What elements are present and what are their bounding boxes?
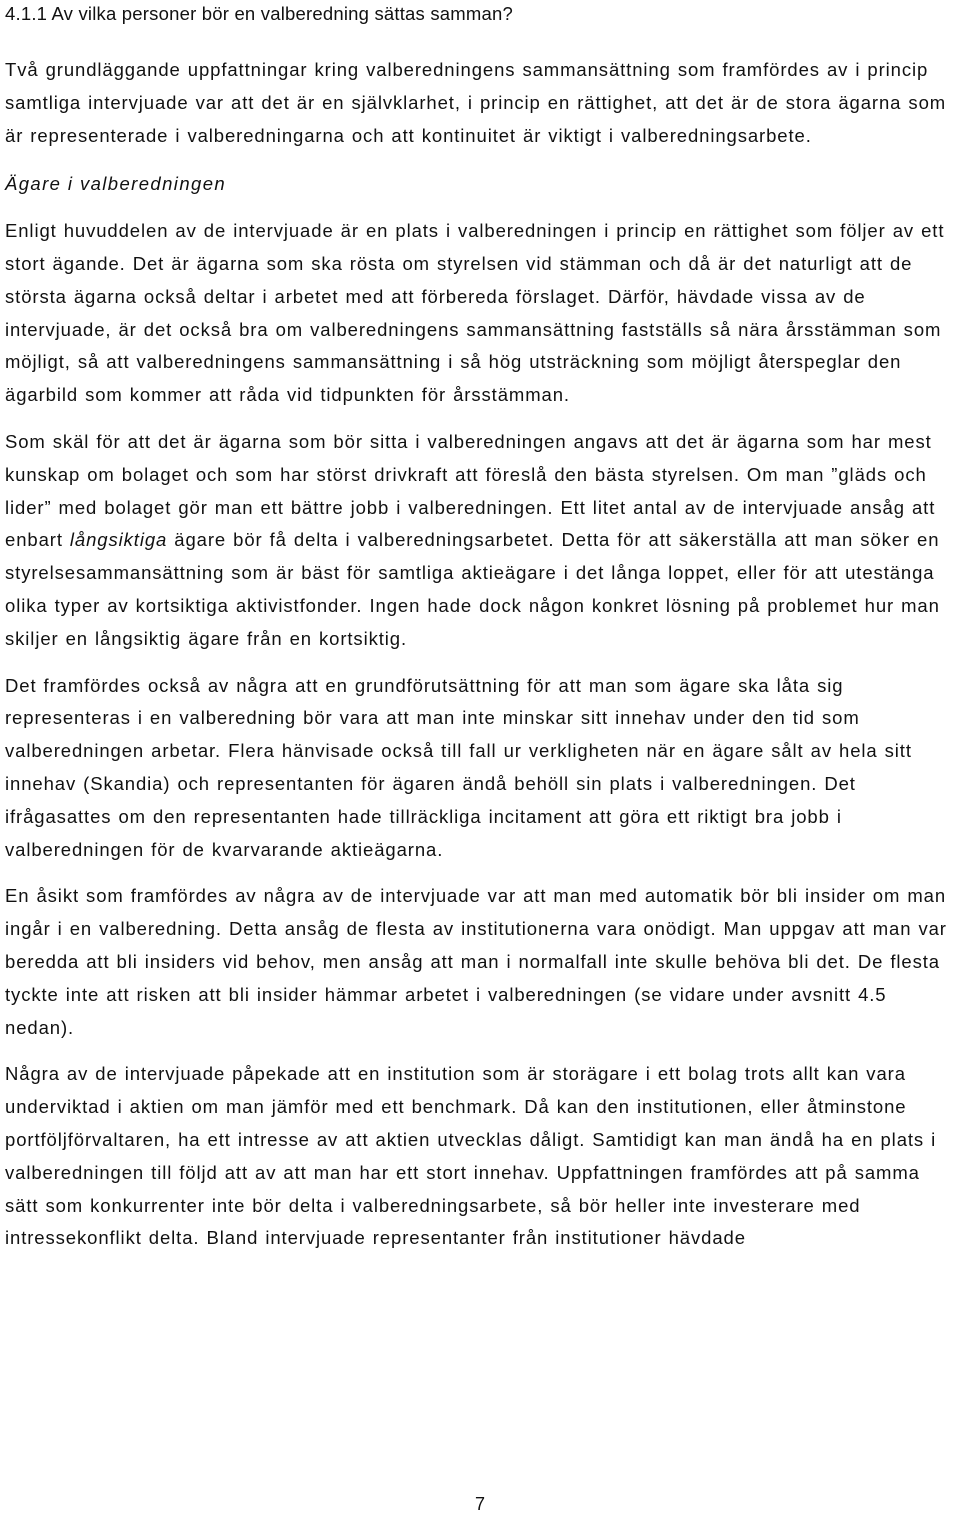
paragraph-conflict-of-interest: Några av de intervjuade påpekade att en institution som är storägare i ett bolag trots allt kan vara underviktad i aktien om man jämför med ett benchmark. Då kan den institutionen, eller åtminstone portföljförvaltaren, ha ett intresse av att aktien utvecklas dåligt. Samtidigt kan man ändå ha en plats i valberedningen till följd att av att man har ett stort innehav. Uppfattningen framfördes att på samma sätt som konkurrenter inte bör delta i valberedningsarbete, så bör heller inte investerare med intressekonflikt delta. Bland intervjuade representanter från institutioner hävdade: [5, 1063, 937, 1249]
paragraph-owner-reasons-part1: Som skäl för att det är ägarna som bör sitta i valberedningen angavs att det är ägarna som har mest kunskap om bolaget och som har störst drivkraft att föreslå den bästa styrelsen. Om man ”gläds och lider” med bolaget gör man ett bättre jobb i valberedningen. Ett litet antal av de intervjuade ansåg att enbart: [5, 430, 936, 551]
emphasis-long-term: långsiktiga: [69, 529, 168, 551]
page-number: 7: [474, 1494, 485, 1514]
paragraph-ownership-right: Enligt huvuddelen av de intervjuade är en plats i valberedningen i princip en rättighet som följer av ett stort ägande. Det är ägarna som ska rösta om styrelsen vid stämman och då är det naturligt att de största ägarna också deltar i arbetet med att förbereda förslaget. Därför, hävdade vissa av de intervjuade, är det också bra om valberedningens sammansättning fastställs så nära årsstämman som möjligt, så att valberedningens sammansättning i så hög utsträckning som möjligt återspeglar den ägarbild som kommer att råda vid tidpunkten för årsstämman.: [5, 220, 945, 406]
paragraph-owner-reasons-part2: ägare bör få delta i valberedningsarbetet. Detta för att säkerställa att man söker en styrelsesammansättning som är bäst för samtliga aktieägare i det långa loppet, eller för att utestänga olika typer av kortsiktiga aktivistfonder. Ingen hade dock någon konkret lösning på problemet hur man skiljer en långsiktig ägare från en kortsiktig.: [5, 529, 940, 649]
paragraph-holding-requirement: Det framfördes också av några att en grundförutsättning för att man som ägare ska låta sig representeras i en valberedning bör vara att man inte minskar sitt innehav under den tid som valberedningen arbetar. Flera hänvisade också till fall ur verkligheten när en ägare sålt av hela sitt innehav (Skandia) och representanten för ägaren ändå behöll sin plats i valberedningen. Det ifrågasattes om den representanten hade tillräckliga incitament att göra ett riktigt bra jobb i valberedningen för de kvarvarande aktieägarna.: [5, 674, 912, 860]
paragraph-owner-reasons: [5, 426, 955, 656]
paragraph-consensus: Två grundläggande uppfattningar kring valberedningens sammansättning som framfördes av i princip samtliga intervjuade var att det är en självklarhet, i princip en rättighet, att det är de stora ägarna som är representerade i valberedningarna och att kontinuitet är viktigt i valberedningsarbete.: [5, 59, 947, 146]
paragraph-insider: En åsikt som framfördes av några av de intervjuade var att man med automatik bör bli insider om man ingår i en valberedning. Detta ansåg de flesta av institutionerna vara onödigt. Man uppgav att man var beredda att bli insiders vid behov, men ansåg att man i normalfall inte skulle behöva bli det. De flesta tyckte inte att risken att bli insider hämmar arbetet i valberedningen (se vidare under avsnitt 4.5 nedan).: [5, 885, 947, 1038]
section-heading: 4.1.1 Av vilka personer bör en valberedning sättas samman?: [5, 3, 513, 24]
subheading-owners: Ägare i valberedningen: [5, 173, 227, 195]
document-page: [5, 0, 955, 1255]
